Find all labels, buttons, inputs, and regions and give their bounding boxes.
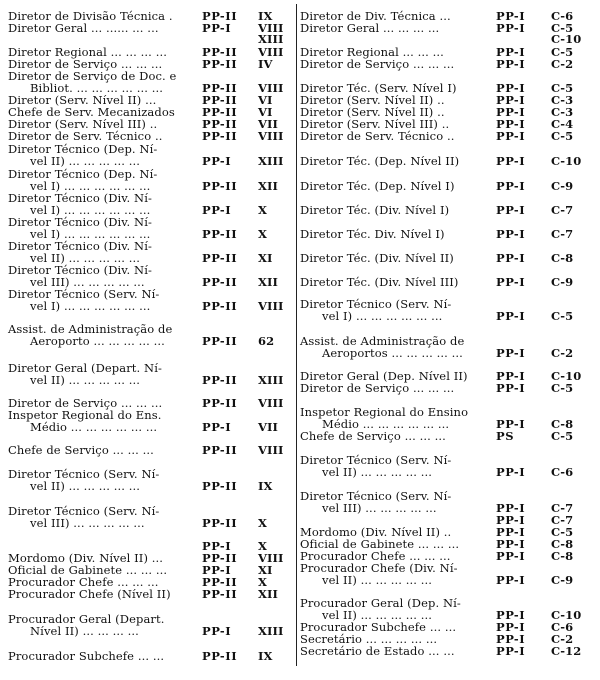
entry-title: Diretor Téc. (Dep. Nível II): [300, 154, 460, 168]
category-code: PP-I: [496, 117, 526, 131]
grade-code: VII: [258, 117, 278, 131]
level-code: C-7: [551, 501, 574, 515]
level-code: C-10: [551, 154, 582, 168]
grade-code: IV: [258, 57, 273, 71]
grade-code: VII: [258, 420, 278, 434]
entry-title: Diretor de Serv. Técnico ..: [8, 129, 163, 143]
category-code: PP-I: [496, 513, 526, 527]
entry-title: Chefe de Serv. Mecanizados: [8, 105, 175, 119]
level-code: C-10: [551, 608, 582, 622]
entry-title: Diretor Téc. Div. Nível I): [300, 227, 445, 241]
grade-code: VIII: [258, 45, 284, 59]
category-code: PP-I: [496, 525, 526, 539]
entry-title: Procurador Geral (Depart.: [8, 612, 165, 626]
category-code: PP-I: [202, 624, 232, 638]
entry-title: Inspetor Regional do Ens.: [8, 408, 162, 422]
level-code: C-8: [551, 537, 574, 551]
grade-code: X: [258, 516, 268, 530]
entry-title: Assist. de Administração de: [300, 334, 465, 348]
grade-code: X: [258, 227, 268, 241]
entry-title: Diretor de Serviço ... ... ...: [8, 57, 163, 71]
grade-code: XII: [258, 587, 278, 601]
category-code: PP-II: [202, 479, 238, 493]
grade-code: XIII: [258, 624, 284, 638]
entry-title: vel II) ... ... ... ... ...: [30, 251, 141, 265]
category-code: PP-I: [496, 346, 526, 360]
level-code: C-5: [551, 381, 574, 395]
category-code: PP-I: [496, 417, 526, 431]
entry-title: Diretor de Serviço ... ... ...: [8, 396, 163, 410]
entry-title: Diretor Técnico (Serv. Ní-: [8, 287, 160, 301]
level-code: C-5: [551, 81, 574, 95]
entry-title: Chefe de Serviço ... ... ...: [300, 429, 446, 443]
entry-title: vel I) ... ... ... ... ... ...: [30, 179, 151, 193]
entry-title: Diretor Técnico (Div. Ní-: [8, 191, 152, 205]
category-code: PP-II: [202, 299, 238, 313]
level-code: C-10: [551, 32, 582, 46]
grade-code: VIII: [258, 551, 284, 565]
entry-title: Diretor de Serviço de Doc. e: [8, 69, 177, 83]
category-code: PP-I: [202, 21, 232, 35]
entry-title: Diretor Técnico (Dep. Ní-: [8, 142, 158, 156]
category-code: PP-II: [202, 179, 238, 193]
category-code: PP-I: [496, 81, 526, 95]
grade-code: XII: [258, 275, 278, 289]
grade-code: XI: [258, 251, 273, 265]
level-code: C-3: [551, 105, 574, 119]
level-code: C-2: [551, 57, 574, 71]
entry-title: Diretor Geral (Dep. Nível II): [300, 369, 468, 383]
entry-title: Oficial de Gabinete ... ... ...: [300, 537, 460, 551]
category-code: PP-II: [202, 81, 238, 95]
entry-title: vel II) ... ... ... ... ...: [30, 479, 141, 493]
entry-title: Diretor (Serv. Nível II) ...: [8, 93, 157, 107]
category-code: PP-I: [496, 369, 526, 383]
grade-code: XII: [258, 179, 278, 193]
entry-title: vel I) ... ... ... ... ... ...: [30, 203, 151, 217]
level-code: C-5: [551, 21, 574, 35]
category-code: PP-II: [202, 275, 238, 289]
grade-code: X: [258, 575, 268, 589]
entry-title: vel II) ... ... ... ... ...: [30, 154, 141, 168]
entry-title: vel II) ... ... ... ... ...: [322, 573, 433, 587]
category-code: PP-I: [496, 57, 526, 71]
category-code: PP-I: [496, 573, 526, 587]
entry-title: Diretor Regional ... ... ...: [300, 45, 444, 59]
category-code: PP-II: [202, 93, 238, 107]
category-code: PP-I: [202, 203, 232, 217]
category-code: PP-I: [496, 501, 526, 515]
entry-title: vel II) ... ... ... ... ...: [322, 465, 433, 479]
entry-title: Mordomo (Div. Nível II) ...: [8, 551, 164, 565]
category-code: PP-I: [496, 9, 526, 23]
level-code: C-8: [551, 417, 574, 431]
category-code: PP-I: [496, 154, 526, 168]
entry-title: Procurador Subchefe ... ...: [300, 620, 457, 634]
category-code: PP-I: [496, 608, 526, 622]
category-code: PP-I: [202, 563, 232, 577]
level-code: C-9: [551, 179, 574, 193]
grade-code: XIII: [258, 154, 284, 168]
entry-title: Diretor Téc. (Div. Nível I): [300, 203, 450, 217]
grade-code: XIII: [258, 373, 284, 387]
level-code: C-8: [551, 251, 574, 265]
level-code: C-2: [551, 632, 574, 646]
category-code: PP-II: [202, 129, 238, 143]
entry-title: Procurador Chefe ... ... ...: [8, 575, 159, 589]
level-code: C-2: [551, 346, 574, 360]
level-code: C-8: [551, 549, 574, 563]
level-code: C-5: [551, 45, 574, 59]
entry-title: Chefe de Serviço ... ... ...: [8, 443, 154, 457]
category-code: PP-II: [202, 575, 238, 589]
entry-title: Mordomo (Div. Nível II) ..: [300, 525, 452, 539]
category-code: PP-II: [202, 396, 238, 410]
entry-title: Diretor Téc. (Dep. Nível I): [300, 179, 455, 193]
grade-code: VIII: [258, 129, 284, 143]
level-code: C-7: [551, 513, 574, 527]
entry-title: Procurador Geral (Dep. Ní-: [300, 596, 461, 610]
entry-title: vel I) ... ... ... ... ... ...: [322, 309, 443, 323]
level-code: C-5: [551, 525, 574, 539]
category-code: PP-I: [496, 179, 526, 193]
grade-code: IX: [258, 479, 273, 493]
entry-title: vel III) ... ... ... ... ...: [322, 501, 437, 515]
entry-title: Diretor Téc. (Serv. Nível I): [300, 81, 457, 95]
entry-title: Diretor Técnico (Div. Ní-: [8, 239, 152, 253]
category-code: PS: [496, 429, 515, 443]
category-code: PP-II: [202, 9, 238, 23]
entry-title: Procurador Chefe (Div. Ní-: [300, 561, 458, 575]
entry-title: Diretor Regional ... ... ... ...: [8, 45, 167, 59]
entry-title: Procurador Chefe (Nível II): [8, 587, 171, 601]
entry-title: Diretor Geral ... ... ... ...: [300, 21, 440, 35]
grade-code: VIII: [258, 396, 284, 410]
entry-title: vel III) ... ... ... ... ...: [30, 275, 145, 289]
category-code: PP-I: [496, 105, 526, 119]
category-code: PP-I: [496, 227, 526, 241]
category-code: PP-II: [202, 373, 238, 387]
grade-code: VIII: [258, 81, 284, 95]
entry-title: Diretor (Serv. Nível II) ..: [300, 93, 445, 107]
category-code: PP-II: [202, 551, 238, 565]
category-code: PP-II: [202, 45, 238, 59]
entry-title: Diretor de Serv. Técnico ..: [300, 129, 455, 143]
level-code: C-9: [551, 573, 574, 587]
category-code: PP-II: [202, 57, 238, 71]
entry-title: Diretor Técnico (Serv. Ní-: [300, 453, 452, 467]
grade-code: VIII: [258, 21, 284, 35]
grade-code: X: [258, 539, 268, 553]
category-code: PP-I: [496, 620, 526, 634]
entry-title: vel II) ... ... ... ... ...: [30, 373, 141, 387]
entry-title: Aeroportos ... ... ... ... ...: [322, 346, 463, 360]
entry-title: Diretor (Serv. Nível III) ..: [300, 117, 450, 131]
category-code: PP-I: [496, 465, 526, 479]
level-code: C-4: [551, 117, 574, 131]
entry-title: Oficial de Gabinete ... ... ...: [8, 563, 168, 577]
entry-title: Secretário ... ... ... ... ...: [300, 632, 438, 646]
level-code: C-5: [551, 309, 574, 323]
category-code: PP-I: [496, 93, 526, 107]
grade-code: IX: [258, 9, 273, 23]
grade-code: VIII: [258, 299, 284, 313]
entry-title: Diretor Téc. (Div. Nível II): [300, 251, 454, 265]
level-code: C-7: [551, 203, 574, 217]
entry-title: Diretor Geral ... ...... ... ...: [8, 21, 159, 35]
category-code: PP-II: [202, 516, 238, 530]
category-code: PP-I: [496, 644, 526, 658]
category-code: PP-I: [496, 537, 526, 551]
level-code: C-9: [551, 275, 574, 289]
level-code: C-6: [551, 620, 574, 634]
category-code: PP-I: [202, 420, 232, 434]
level-code: C-12: [551, 644, 582, 658]
category-code: PP-II: [202, 251, 238, 265]
entry-title: Procurador Chefe ... ... ...: [300, 549, 451, 563]
grade-code: VI: [258, 93, 273, 107]
entry-title: Diretor Técnico (Serv. Ní-: [8, 467, 160, 481]
entry-title: vel III) ... ... ... ... ...: [30, 516, 145, 530]
grade-code: X: [258, 203, 268, 217]
category-code: PP-I: [496, 45, 526, 59]
category-code: PP-II: [202, 587, 238, 601]
category-code: PP-II: [202, 117, 238, 131]
level-code: C-3: [551, 93, 574, 107]
category-code: PP-II: [202, 649, 238, 663]
category-code: PP-II: [202, 443, 238, 457]
entry-title: Diretor de Div. Técnica ...: [300, 9, 451, 23]
entry-title: Diretor Técnico (Serv. Ní-: [300, 297, 452, 311]
category-code: PP-I: [496, 549, 526, 563]
category-code: PP-I: [496, 203, 526, 217]
grade-code: VIII: [258, 443, 284, 457]
entry-title: Nível II) ... ... ... ...: [30, 624, 139, 638]
entry-title: Diretor (Serv. Nível III) ..: [8, 117, 158, 131]
entry-title: Diretor (Serv. Nível II) ..: [300, 105, 445, 119]
category-code: PP-I: [496, 381, 526, 395]
entry-title: Inspetor Regional do Ensino: [300, 405, 469, 419]
entry-title: vel I) ... ... ... ... ... ...: [30, 299, 151, 313]
level-code: C-10: [551, 369, 582, 383]
entry-title: Diretor Téc. (Div. Nível III): [300, 275, 459, 289]
entry-title: Diretor Técnico (Div. Ní-: [8, 215, 152, 229]
entry-title: Bibliot. ... ... ... ... ... ...: [30, 81, 163, 95]
entry-title: Diretor Técnico (Serv. Ní-: [300, 489, 452, 503]
entry-title: Secretário de Estado ... ...: [300, 644, 455, 658]
category-code: PP-I: [496, 21, 526, 35]
category-code: PP-I: [202, 539, 232, 553]
grade-code: XIII: [258, 32, 284, 46]
entry-title: Diretor Geral (Depart. Ní-: [8, 361, 162, 375]
level-code: C-5: [551, 429, 574, 443]
entry-title: vel I) ... ... ... ... ... ...: [30, 227, 151, 241]
category-code: PP-II: [202, 334, 238, 348]
entry-title: Médio ... ... ... ... ... ...: [322, 417, 450, 431]
entry-title: Procurador Subchefe ... ...: [8, 649, 165, 663]
entry-title: Aeroporto ... ... ... ... ...: [30, 334, 165, 348]
level-code: C-6: [551, 465, 574, 479]
entry-title: vel II) ... ... ... ... ...: [322, 608, 433, 622]
entry-title: Diretor de Divisão Técnica .: [8, 9, 173, 23]
grade-code: XI: [258, 563, 273, 577]
level-code: C-6: [551, 9, 574, 23]
entry-title: Assist. de Administração de: [8, 322, 173, 336]
category-code: PP-II: [202, 105, 238, 119]
level-code: C-5: [551, 129, 574, 143]
category-code: PP-I: [496, 309, 526, 323]
grade-code: IX: [258, 649, 273, 663]
entry-title: Diretor Técnico (Dep. Ní-: [8, 167, 158, 181]
grade-code: VI: [258, 105, 273, 119]
category-code: PP-I: [202, 154, 232, 168]
entry-title: Diretor Técnico (Div. Ní-: [8, 263, 152, 277]
entry-title: Diretor de Serviço ... ... ...: [300, 381, 455, 395]
entry-title: Médio ... ... ... ... ... ...: [30, 420, 158, 434]
entry-title: Diretor Técnico (Serv. Ní-: [8, 504, 160, 518]
entry-title: Diretor de Serviço ... ... ...: [300, 57, 455, 71]
level-code: C-7: [551, 227, 574, 241]
category-code: PP-II: [202, 227, 238, 241]
category-code: PP-I: [496, 251, 526, 265]
category-code: PP-I: [496, 129, 526, 143]
category-code: PP-I: [496, 632, 526, 646]
grade-code: 62: [258, 334, 275, 348]
category-code: PP-I: [496, 275, 526, 289]
column-divider: [296, 4, 297, 666]
